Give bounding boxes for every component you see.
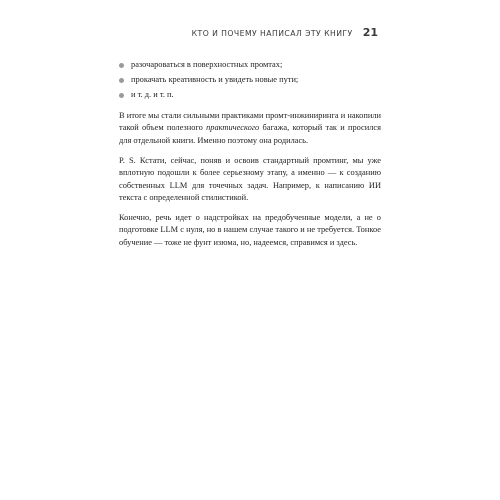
page-body: [119, 59, 381, 257]
paragraph-conclusion: [119, 110, 381, 147]
list-item-text: прокачать креативность и увидеть новые пути;: [131, 75, 299, 84]
list-item: [119, 89, 381, 101]
bullet-dot-icon: [119, 78, 124, 83]
list-item-text: разочароваться в поверхностных промтах;: [131, 60, 283, 69]
bullet-dot-icon: [119, 63, 124, 68]
emphasis-word: практического: [206, 123, 260, 133]
paragraph-fine-tuning: Конечно, речь идет о надстройках на предобученные модели, а не о подготовке LLM с нуля, но в нашем случае такого и не требуется. Тонкое обучение — тоже не фунт изюма, но, надеемся, справимся и здесь.: [119, 213, 381, 247]
list-item: [119, 59, 381, 71]
running-header: [192, 26, 378, 39]
paragraph-text: В итоге мы стали сильными практиками промт-инжиниринга и накопили такой объем полезного: [119, 111, 381, 133]
list-item: [119, 74, 381, 86]
bullet-list: [119, 59, 381, 101]
paragraph-postscript: P. S. Кстати, сейчас, поняв и освоив стандартный промтинг, мы уже вплотную подошли к более серьезному этапу, а именно — к созданию собственных LLM для точечных задач. Например, к написанию ИИ текста с определенной стилистикой.: [119, 156, 381, 202]
list-item-text: и т. д. и т. п.: [131, 90, 174, 99]
bullet-dot-icon: [119, 93, 124, 98]
page-number: 21: [362, 26, 378, 39]
paragraph-text: багажа, который так и просился для отдельной книги. Именно поэтому она родилась.: [119, 123, 381, 145]
header-title: КТО И ПОЧЕМУ НАПИСАЛ ЭТУ КНИГУ: [191, 29, 353, 38]
